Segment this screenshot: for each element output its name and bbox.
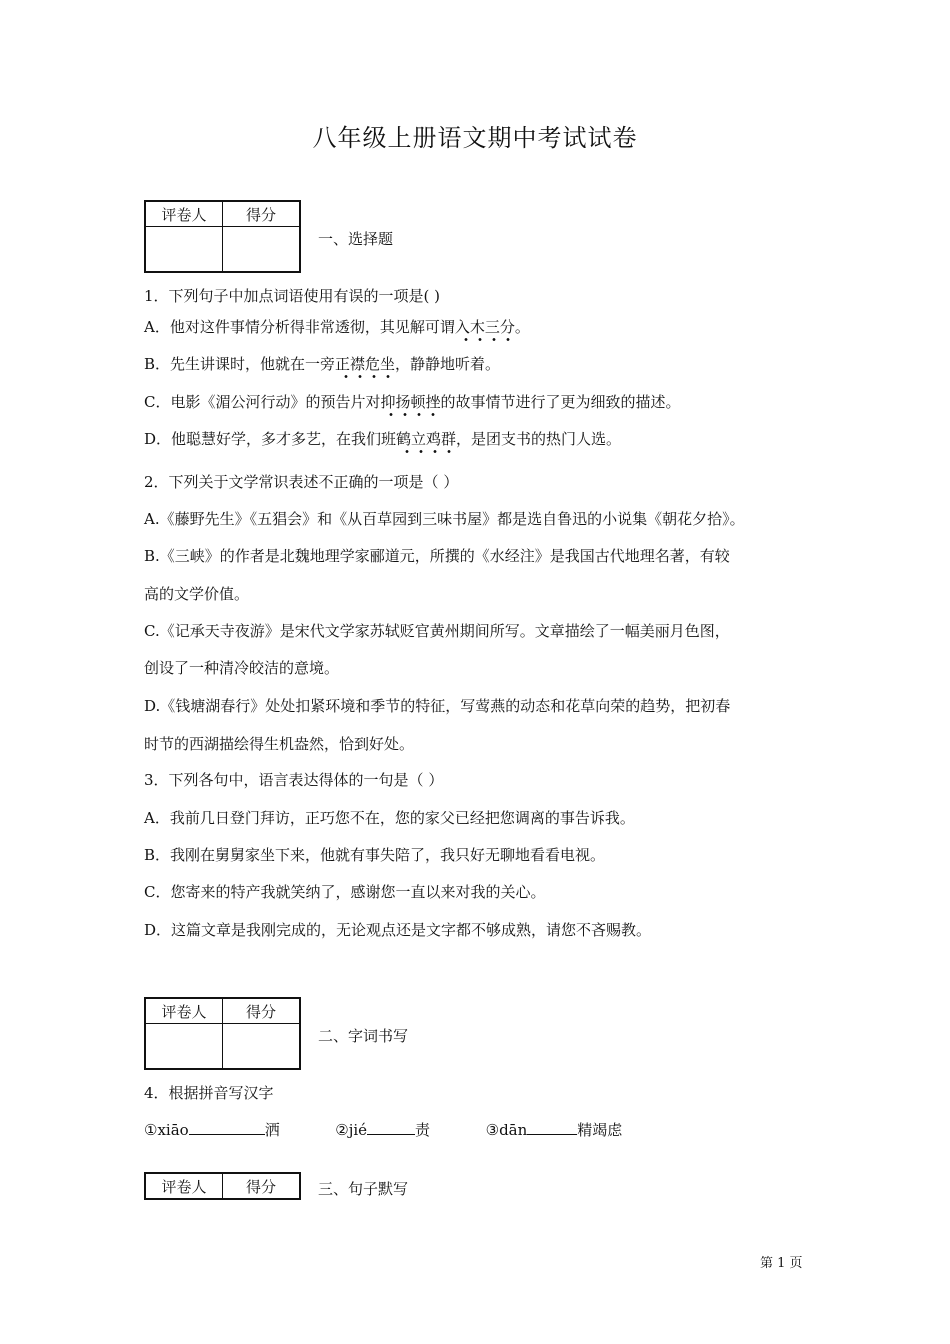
section-heading-2: 二、字词书写 [318, 1027, 409, 1045]
q4-item3-suffix: 精竭虑 [577, 1121, 623, 1139]
section-heading-1: 一、选择题 [318, 230, 394, 248]
q4-item1-blank[interactable] [189, 1120, 265, 1135]
q4-item2-suffix: 责 [415, 1121, 431, 1139]
score-cell[interactable] [223, 227, 301, 273]
page-number: 第 1 页 [760, 1256, 803, 1271]
score-table-1 [144, 200, 301, 273]
grader-cell[interactable] [145, 227, 223, 273]
page-title: 八年级上册语文期中考试试卷 [312, 124, 638, 152]
q1-d-text: D．他聪慧好学，多才多艺，在我们班 [144, 430, 397, 448]
q1-c-end: 的故事情节进行了更为细致的描述。 [440, 393, 681, 411]
q4-item3-pinyin: ③dān [485, 1121, 528, 1139]
q2-stem: 2．下列关于文学常识表述不正确的一项是（ ） [144, 473, 459, 491]
section-heading-3: 三、句子默写 [318, 1180, 409, 1198]
q2-option-a: A.《藤野先生》《五猖会》和《从百草园到三味书屋》都是选自鲁迅的小说集《朝花夕拾》。 [144, 510, 745, 528]
q3-option-b: B．我刚在舅舅家坐下来，他就有事失陪了，我只好无聊地看看电视。 [144, 846, 606, 864]
score-cell[interactable] [223, 1024, 301, 1070]
q1-a-text: A．他对这件事情分析得非常透彻，其见解可谓 [144, 318, 455, 336]
q1-c-dotted-word: 抑扬顿挫 [380, 393, 440, 417]
q2-option-b-line2: 高的文学价值。 [144, 585, 250, 603]
q1-option-b [144, 353, 500, 374]
q1-d-dotted-word: 鹤立鸡群 [396, 430, 456, 454]
q2-option-c-line1: C.《记承天寺夜游》是宋代文学家苏轼贬官黄州期间所写。文章描绘了一幅美丽月色图， [144, 622, 730, 640]
q3-option-c: C．您寄来的特产我就笑纳了，感谢您一直以来对我的关心。 [144, 883, 546, 901]
q4-item2-pinyin: ②jié [335, 1121, 368, 1139]
score-header: 得分 [223, 1173, 301, 1199]
q2-option-d-line2: 时节的西湖描绘得生机盎然，恰到好处。 [144, 735, 415, 753]
q1-a-dotted-word: 入木三分 [455, 318, 515, 342]
q2-option-d-line1: D.《钱塘湖春行》处处扣紧环境和季节的特征，写莺燕的动态和花草向荣的趋势，把初春 [144, 697, 731, 715]
q4-stem: 4．根据拼音写汉字 [144, 1084, 274, 1102]
q4-item2-blank[interactable] [367, 1120, 415, 1135]
q2-option-b-line1: B.《三峡》的作者是北魏地理学家郦道元，所撰的《水经注》是我国古代地理名著，有较 [144, 547, 730, 565]
q1-option-d [144, 428, 621, 449]
q1-b-end: ，静静地听着。 [395, 355, 501, 373]
grader-header: 评卷人 [145, 201, 223, 227]
q1-a-end: 。 [514, 318, 530, 336]
q4-item1-pinyin: ①xiāo [144, 1121, 189, 1139]
grader-header: 评卷人 [145, 998, 223, 1024]
q1-option-c [144, 391, 681, 412]
q2-option-c-line2: 创设了一种清冷皎洁的意境。 [144, 659, 340, 677]
score-header: 得分 [223, 201, 301, 227]
q1-b-text: B．先生讲课时，他就在一旁 [144, 355, 336, 373]
q3-option-d: D．这篇文章是我刚完成的，无论观点还是文字都不够成熟，请您不吝赐教。 [144, 921, 652, 939]
q1-d-end: ，是团支书的热门人选。 [456, 430, 622, 448]
q3-option-a: A．我前几日登门拜访，正巧您不在，您的家父已经把您调离的事告诉我。 [144, 809, 635, 827]
score-table-3 [144, 1172, 301, 1200]
q4-item1-suffix: 洒 [264, 1121, 280, 1139]
grader-cell[interactable] [145, 1024, 223, 1070]
q3-stem: 3．下列各句中，语言表达得体的一句是（ ） [144, 771, 444, 789]
grader-header: 评卷人 [145, 1173, 223, 1199]
q4-items [144, 1119, 622, 1140]
q4-item3-blank[interactable] [527, 1120, 577, 1135]
q1-b-dotted-word: 正襟危坐 [335, 355, 395, 379]
q1-c-text: C．电影《湄公河行动》的预告片对 [144, 393, 381, 411]
q1-stem: 1．下列句子中加点词语使用有误的一项是( ) [144, 287, 441, 305]
score-table-2 [144, 997, 301, 1070]
score-header: 得分 [223, 998, 301, 1024]
q1-option-a [144, 316, 530, 337]
